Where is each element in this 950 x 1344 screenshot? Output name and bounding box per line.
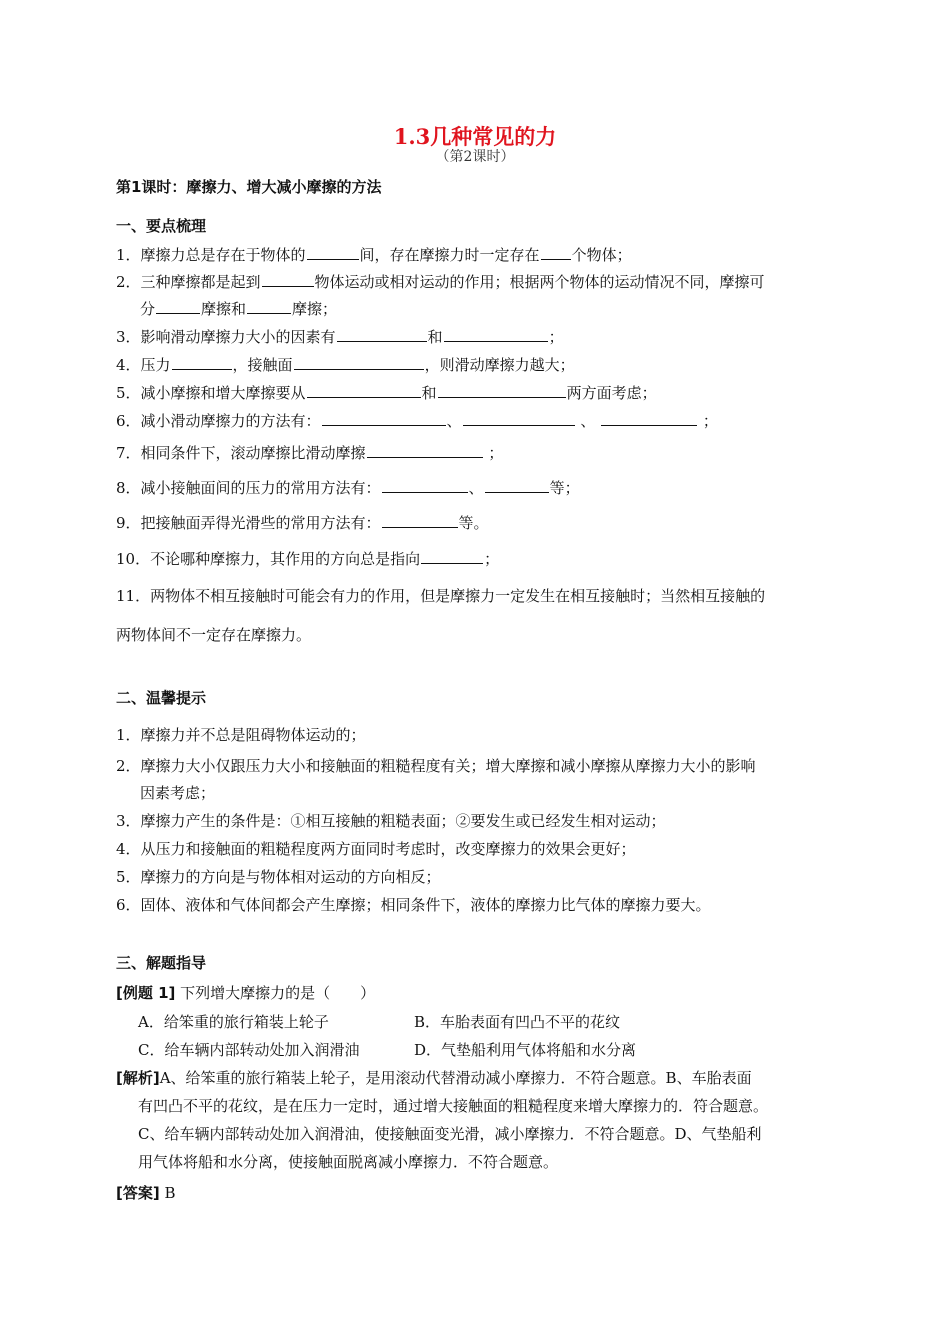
example-1 — [116, 982, 375, 1003]
question-text: 摩擦； — [292, 300, 338, 318]
tip-item: 2．摩擦力大小仅跟压力大小和接触面的粗糙程度有关；增大摩擦和减小摩擦从摩擦力大小的影响 — [116, 757, 756, 775]
example-label: [例题 1] — [116, 984, 176, 1002]
answer-blank[interactable] — [322, 411, 446, 426]
question-text: 1．摩擦力总是存在于物体的 — [116, 246, 306, 264]
question-7 — [116, 442, 503, 463]
question-1 — [116, 244, 632, 265]
analysis-label: [解析] — [116, 1069, 160, 1087]
question-2 — [116, 271, 765, 292]
tip-item-cont: 因素考虑； — [140, 784, 216, 802]
question-text: 7．相同条件下，滚动摩擦比滑动摩擦 — [116, 444, 366, 462]
answer-blank[interactable] — [421, 549, 483, 564]
question-text: 、 — [580, 412, 596, 430]
analysis-line: 用气体将船和水分离，使接触面脱离减小摩擦力．不符合题意。 — [138, 1153, 559, 1171]
question-text: 两方面考虑； — [566, 384, 657, 402]
answer-label: [答案] — [116, 1184, 160, 1202]
answer-blank[interactable] — [541, 245, 571, 260]
option-b: B．车胎表面有凹凸不平的花纹 — [414, 1013, 621, 1031]
question-text: ，接触面 — [232, 356, 293, 374]
question-11: 11．两物体不相互接触时可能会有力的作用，但是摩擦力一定发生在相互接触时；当然相互接触的 — [116, 587, 766, 605]
question-text: 10．不论哪种摩擦力，其作用的方向总是指向 — [116, 550, 421, 568]
lesson-heading: 第1课时：摩擦力、增大减小摩擦的方法 — [116, 178, 382, 196]
question-text: ； — [488, 444, 504, 462]
answer-blank[interactable] — [307, 245, 359, 260]
tip-item: 6．固体、液体和气体间都会产生摩擦；相同条件下，液体的摩擦力比气体的摩擦力要大。 — [116, 896, 711, 914]
answer — [116, 1182, 176, 1203]
question-text: 个物体； — [571, 246, 632, 264]
question-text: 间，存在摩擦力时一定存在 — [359, 246, 540, 264]
analysis-line: C、给车辆内部转动处加入润滑油，使接触面变光滑，减小摩擦力．不符合题意。D、气垫船利 — [138, 1125, 762, 1143]
question-text: 等； — [549, 479, 580, 497]
question-text: 8．减小接触面间的压力的常用方法有： — [116, 479, 381, 497]
answer-blank[interactable] — [438, 383, 566, 398]
answer-blank[interactable] — [172, 355, 232, 370]
page-subtitle: （第2课时） — [435, 149, 515, 165]
answer-blank[interactable] — [382, 478, 468, 493]
analysis-line: 有凹凸不平的花纹，是在压力一定时，通过增大接触面的粗糙程度来增大摩擦力的．符合题意。 — [138, 1097, 769, 1115]
question-text: 摩擦和 — [201, 300, 247, 318]
page-title: 1.3几种常见的力 — [393, 124, 557, 149]
question-text: 9．把接触面弄得光滑些的常用方法有： — [116, 514, 381, 532]
question-text: 6．减小滑动摩擦力的方法有： — [116, 412, 321, 430]
question-10 — [116, 548, 499, 569]
question-text: 、 — [446, 412, 462, 430]
question-8 — [116, 477, 580, 498]
question-4 — [116, 354, 575, 375]
question-3 — [116, 326, 564, 347]
section1-heading: 一、要点梳理 — [116, 217, 207, 235]
tip-item: 3．摩擦力产生的条件是：①相互接触的粗糙表面；②要发生或已经发生相对运动； — [116, 812, 666, 830]
analysis — [116, 1067, 752, 1088]
answer-blank[interactable] — [307, 383, 421, 398]
question-text: 分 — [140, 300, 156, 318]
question-text: 物体运动或相对运动的作用；根据两个物体的运动情况不同，摩擦可 — [314, 273, 765, 291]
tip-item: 5．摩擦力的方向是与物体相对运动的方向相反； — [116, 868, 441, 886]
section3-heading: 三、解题指导 — [116, 954, 207, 972]
question-9 — [116, 512, 489, 533]
tip-item: 4．从压力和接触面的粗糙程度两方面同时考虑时，改变摩擦力的效果会更好； — [116, 840, 636, 858]
answer-blank[interactable] — [382, 513, 458, 528]
answer-blank[interactable] — [444, 327, 548, 342]
question-5 — [116, 382, 657, 403]
question-text: 和 — [421, 384, 437, 402]
question-text: ，则滑动摩擦力越大； — [424, 356, 575, 374]
answer-blank[interactable] — [367, 443, 483, 458]
answer-blank[interactable] — [247, 299, 291, 314]
question-2-cont — [140, 298, 337, 319]
answer-blank[interactable] — [463, 411, 575, 426]
answer-blank[interactable] — [294, 355, 424, 370]
answer-value: B — [164, 1184, 176, 1202]
section2-heading: 二、温馨提示 — [116, 689, 207, 707]
answer-blank[interactable] — [485, 478, 549, 493]
tip-item: 1．摩擦力并不总是阻碍物体运动的； — [116, 726, 366, 744]
question-text: ； — [548, 328, 564, 346]
answer-blank[interactable] — [601, 411, 697, 426]
question-text: ； — [702, 412, 718, 430]
question-text: 3．影响滑动摩擦力大小的因素有 — [116, 328, 336, 346]
question-text: 2．三种摩擦都是起到 — [116, 273, 261, 291]
answer-blank[interactable] — [262, 272, 314, 287]
example-text: 下列增大摩擦力的是（ ） — [180, 984, 376, 1002]
option-d: D．气垫船利用气体将船和水分离 — [414, 1041, 637, 1059]
question-text: 和 — [427, 328, 443, 346]
question-text: 4．压力 — [116, 356, 171, 374]
answer-blank[interactable] — [337, 327, 427, 342]
question-text: ； — [484, 550, 500, 568]
option-c: C．给车辆内部转动处加入润滑油 — [138, 1041, 360, 1059]
question-11-cont: 两物体间不一定存在摩擦力。 — [116, 626, 312, 644]
analysis-text: A、给笨重的旅行箱装上轮子，是用滚动代替滑动减小摩擦力．不符合题意。B、车胎表面 — [159, 1069, 752, 1087]
option-a: A．给笨重的旅行箱装上轮子 — [138, 1013, 329, 1031]
question-6 — [116, 410, 718, 431]
question-text: 等。 — [458, 514, 489, 532]
answer-blank[interactable] — [156, 299, 200, 314]
question-text: 5．减小摩擦和增大摩擦要从 — [116, 384, 306, 402]
question-text: 、 — [468, 479, 484, 497]
